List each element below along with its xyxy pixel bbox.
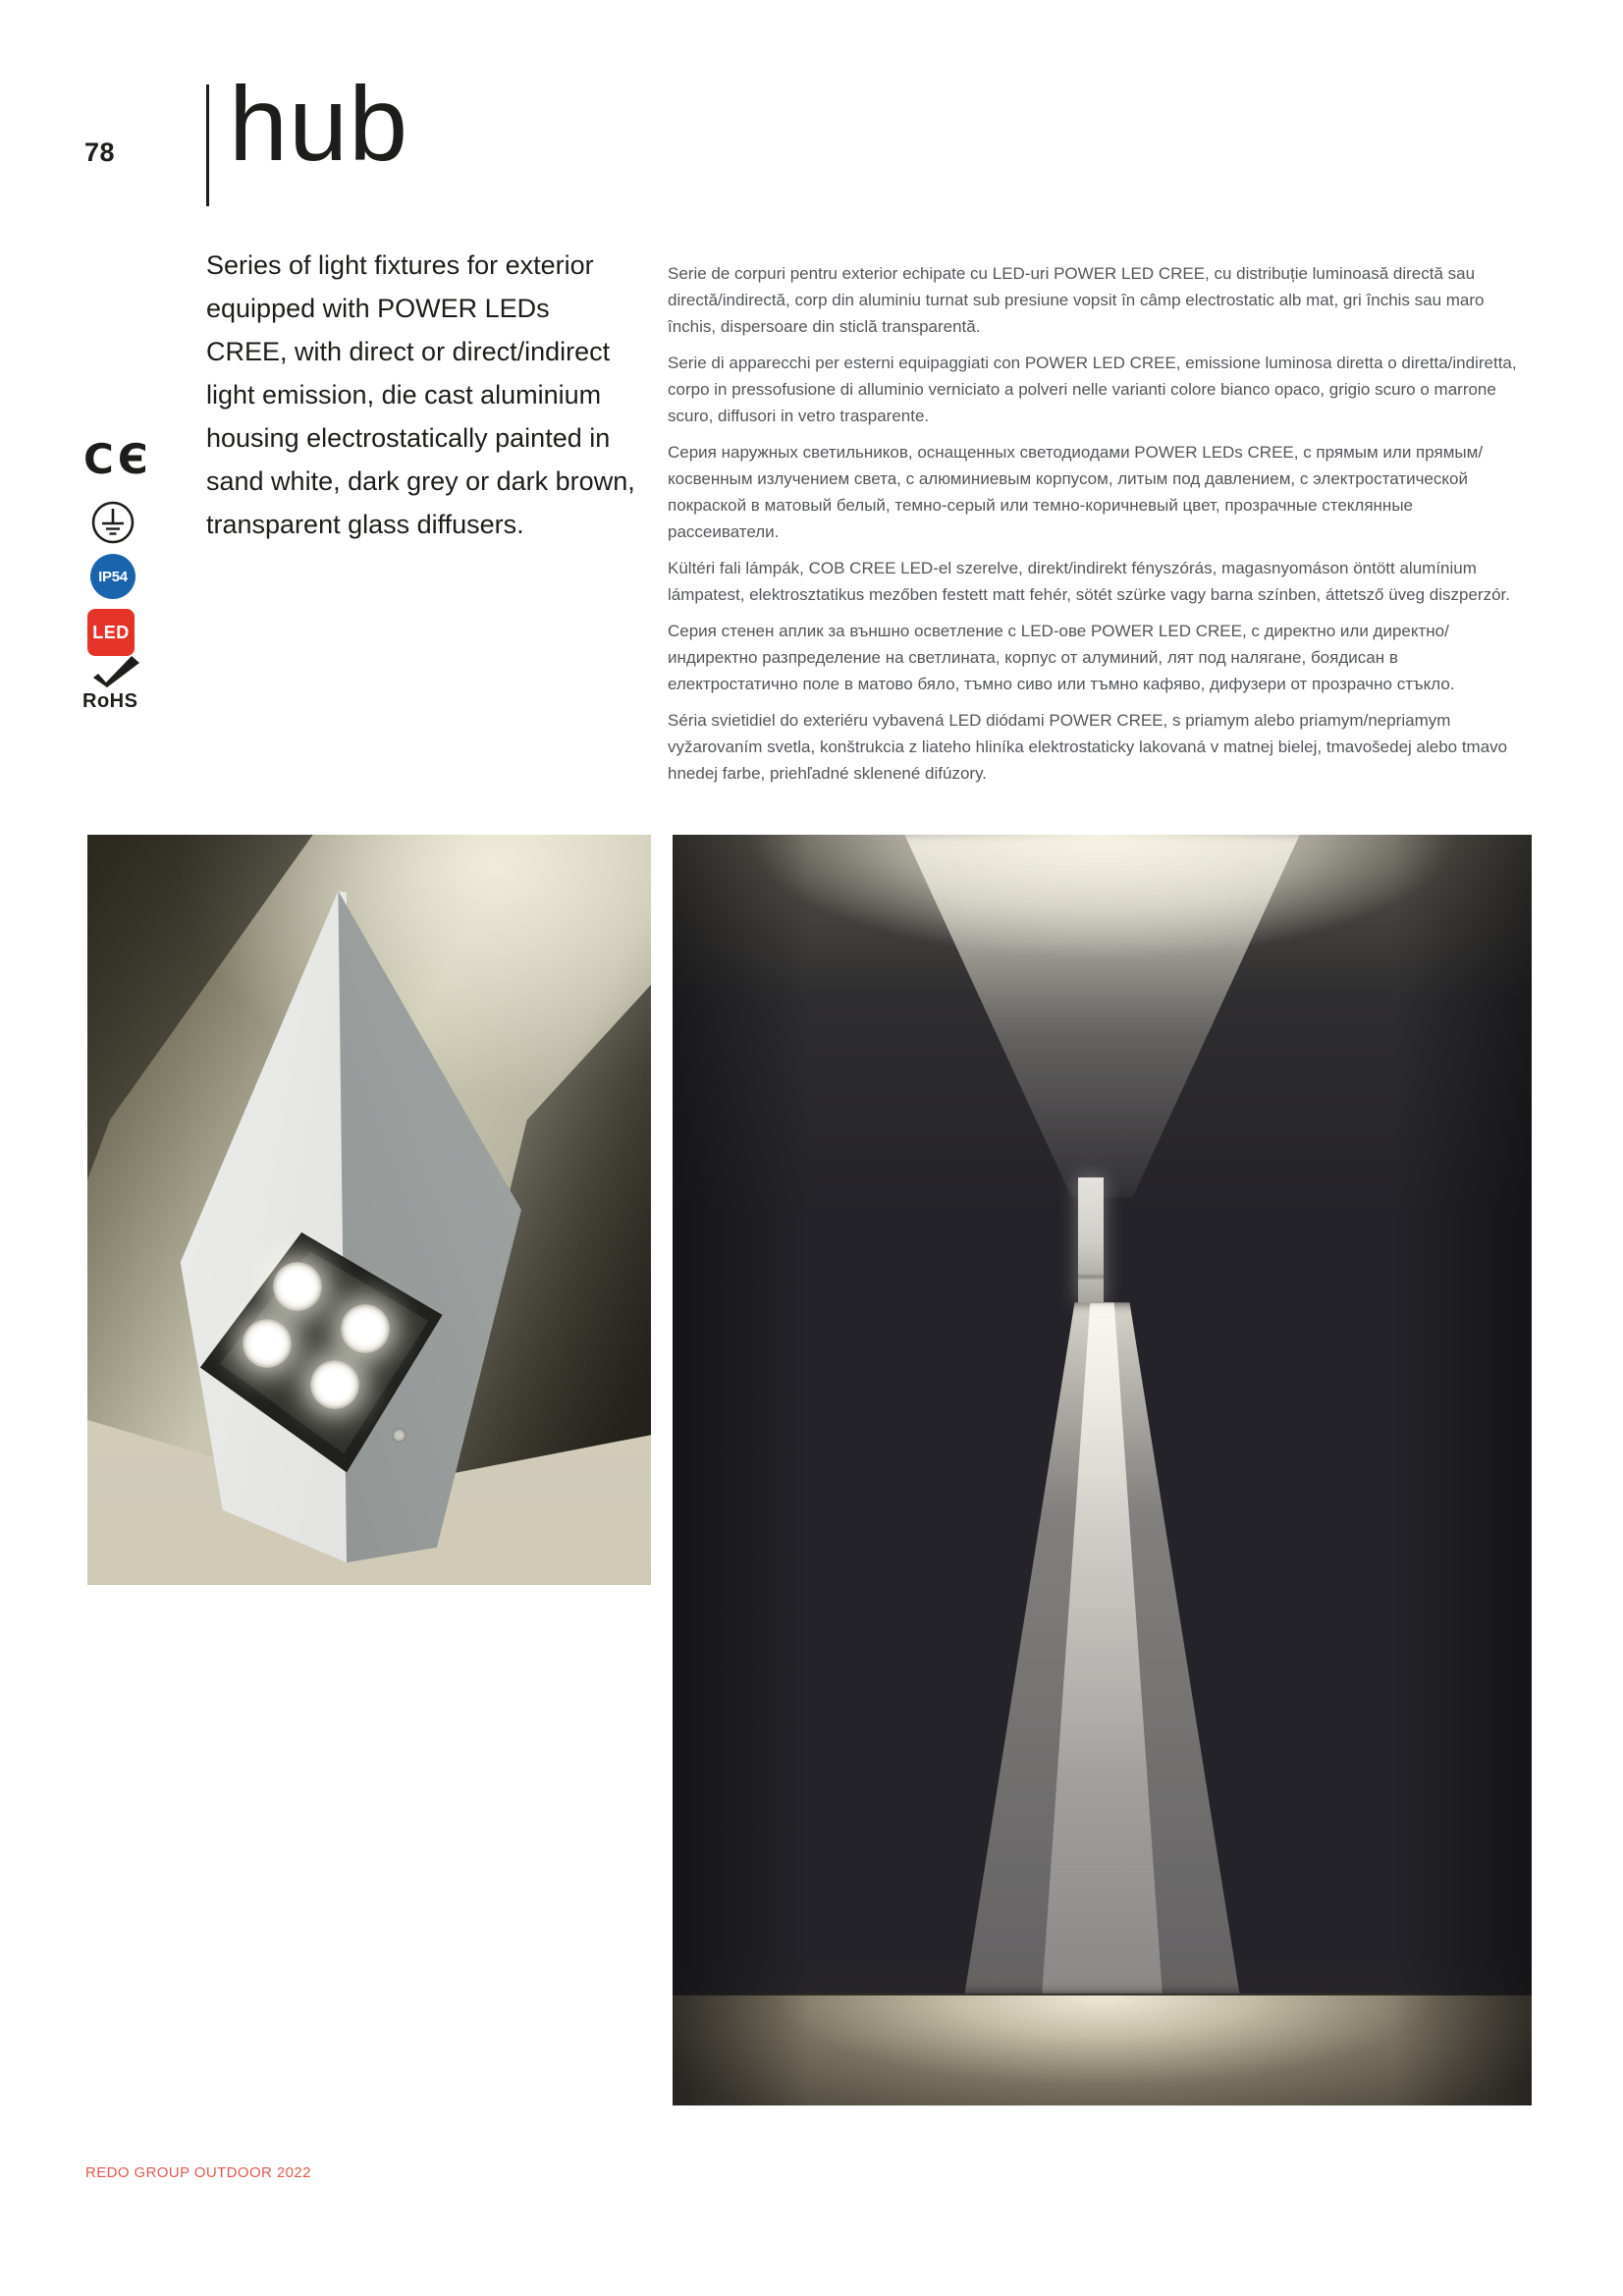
description-english xyxy=(206,244,677,546)
description-line: CREE, with direct or direct/indirect xyxy=(206,337,611,366)
photo-vignette xyxy=(673,835,1532,2105)
description-line: transparent glass diffusers. xyxy=(206,510,524,539)
ip54-badge xyxy=(90,554,135,599)
footer-catalog-label: REDO GROUP OUTDOOR 2022 xyxy=(85,2164,311,2181)
description-paragraph-ru: Серия наружных светильников, оснащенных светодиодами POWER LEDs CREE, с прямым или прямым/косвенным излучением света, с алюминиевым корпусом, литым под давлением, с электростатической покраской в матовый белый, темно-серый или темно-коричневый цвет, прозрачные стеклянные рассеиватели. xyxy=(668,443,1484,541)
rohs-icon xyxy=(82,656,153,713)
description-paragraph-it: Serie di apparecchi per esterni equipaggiati con POWER LED CREE, emissione luminosa diretta o diretta/indiretta, corpo in pressofusione di alluminio verniciato a polveri nelle varianti colore bianco opaco, grigio scuro o marrone scuro, diffusori in vetro trasparente. xyxy=(668,354,1517,425)
description-line: Series of light fixtures for exterior xyxy=(206,250,594,280)
product-photo-cube-fixture xyxy=(87,835,651,1585)
led-badge xyxy=(87,609,135,656)
fixture-screw xyxy=(392,1428,406,1443)
description-paragraph-sk: Séria svietidiel do exteriéru vybavená LED diódami POWER CREE, s priamym alebo priamym/nepriamym vyžarovaním svetla, konštrukcia z liateho hliníka elektrostaticky lakovaná v matnej bielej, tmavošedej alebo tmavo hnedej farbe, priehľadné sklenené difúzory. xyxy=(668,711,1508,783)
description-line: equipped with POWER LEDs xyxy=(206,294,550,323)
description-line: sand white, dark grey or dark brown, xyxy=(206,466,635,496)
title-divider-rule xyxy=(206,84,209,206)
ce-mark-icon: CЄ xyxy=(83,435,152,483)
description-paragraph-ro: Serie de corpuri pentru exterior echipate cu LED-uri POWER LED CREE, cu distribuție luminoasă directă sau directă/indirectă, corp din aluminiu turnat sub presiune vopsit în câmp electrostatic alb mat, gri închis sau maro închis, dispersoare din sticlă transparentă. xyxy=(668,264,1485,336)
led-spot xyxy=(243,1319,292,1368)
led-label: LED xyxy=(92,622,130,642)
translations-column xyxy=(668,260,1526,796)
description-paragraph-hu: Kültéri fali lámpák, COB CREE LED-el szerelve, direkt/indirekt fényszórás, magasnyomáson öntött alumínium lámpatest, elektrosztatikus mezőben festett matt fehér, sötét szürke vagy barna színben, áttetsző üveg diszperzór. xyxy=(668,559,1510,604)
led-spot xyxy=(341,1304,390,1353)
description-paragraph-bg: Серия стенен аплик за външно осветление с LED-ове POWER LED CREE, с директно или директно/индиректно разпределение на светлината, корпус от алуминий, лят под налягане, боядисан в електростатично поле в матово бяло, тъмно сиво или тъмно кафяво, дифузери от прозрачно стъкло. xyxy=(668,622,1455,693)
earthing-class-icon xyxy=(90,499,135,546)
checkmark-icon xyxy=(90,656,145,687)
description-line: housing electrostatically painted in xyxy=(206,423,611,453)
ip54-label: IP54 xyxy=(98,568,128,585)
description-line: light emission, die cast aluminium xyxy=(206,380,602,410)
led-spot xyxy=(310,1360,359,1409)
rohs-label: RoHS xyxy=(82,690,138,712)
application-photo-updown-light xyxy=(673,835,1532,2105)
product-series-title: hub xyxy=(229,64,409,183)
page-number: 78 xyxy=(84,137,116,167)
